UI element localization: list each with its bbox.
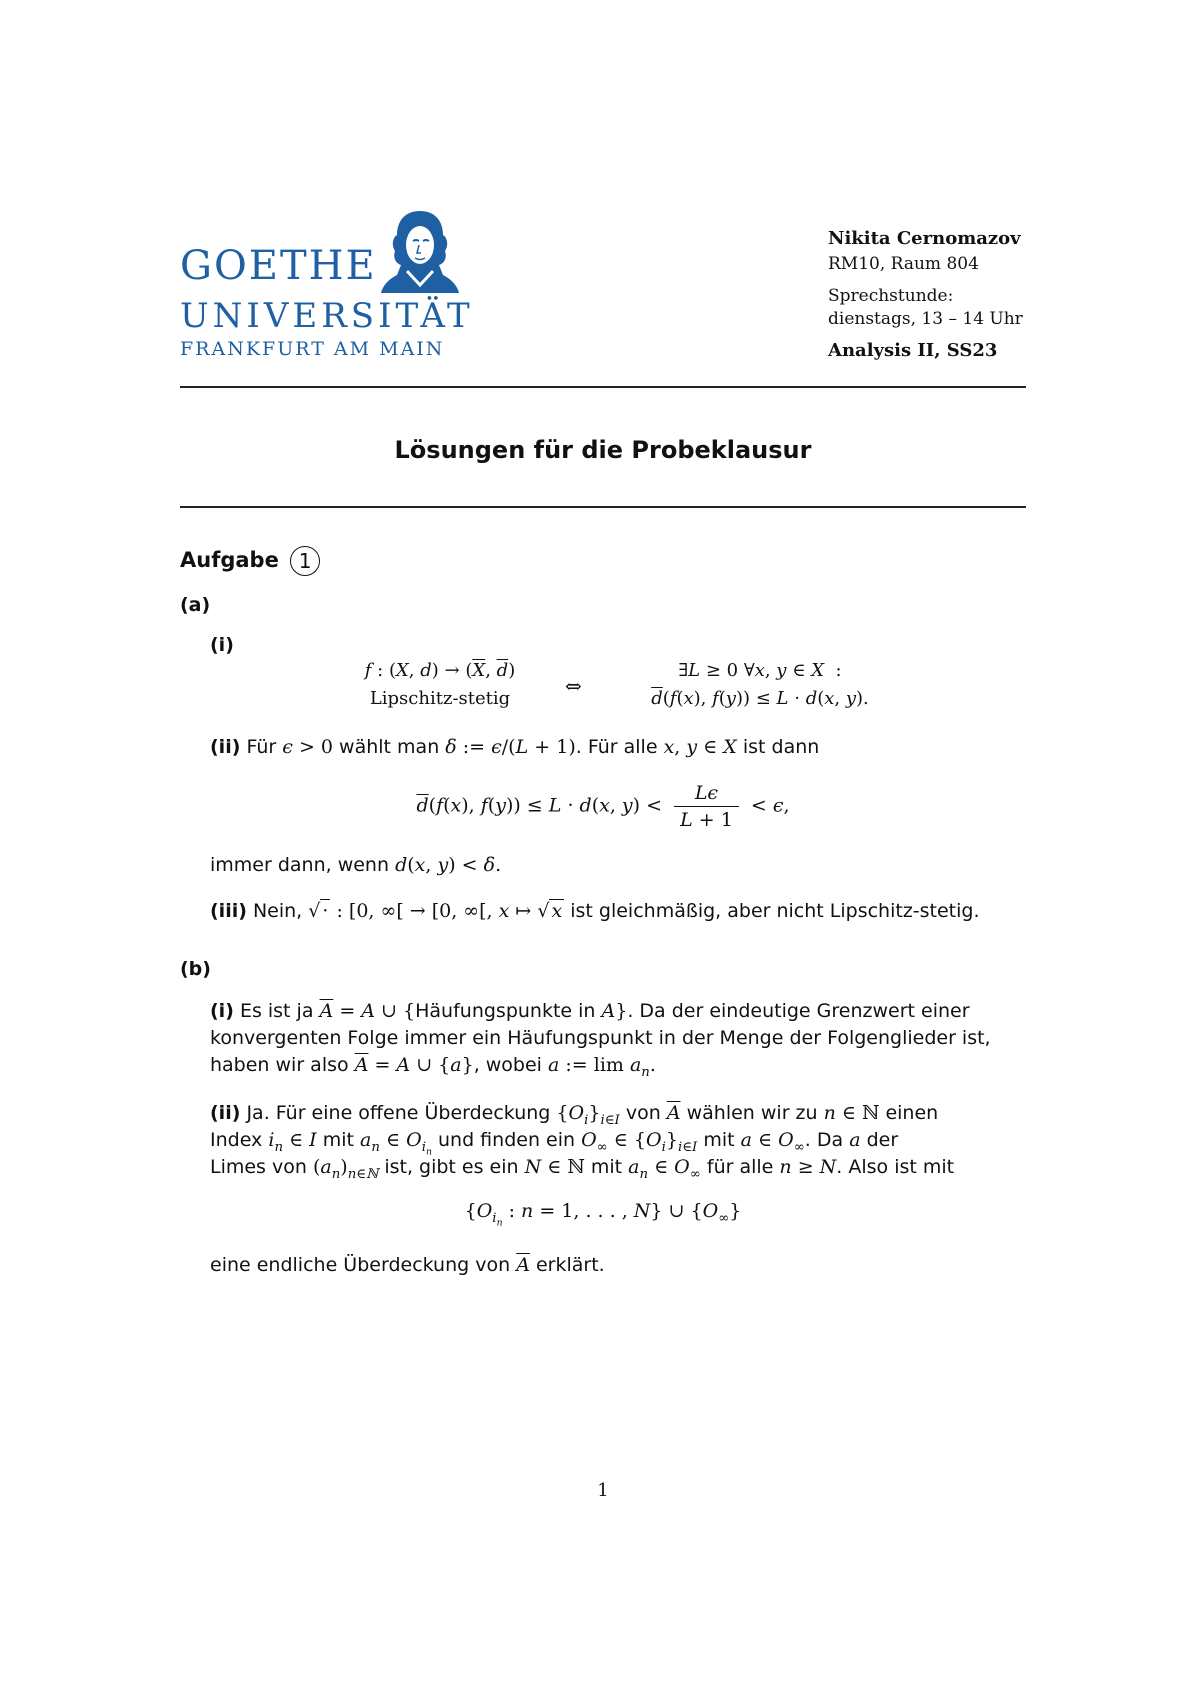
university-logo xyxy=(180,205,480,365)
part-b-i-line1: (i) Es ist ja $\overline{A} = A$ ∪ {Häufungspunkte in A}. Da der eindeutige Grenzwert einer xyxy=(210,1000,970,1022)
part-b-ii-line1: (ii) Ja. Für eine offene Überdeckung $\{O_i\}_{i\in I}$ von $\overline{A}$ wählen wir zu n ∈ ℕ einen xyxy=(210,1102,939,1128)
part-b-ii-l2c: und finden ein xyxy=(438,1129,576,1151)
part-b-ii-final: eine endliche Überdeckung von $\overline{A}$ erklärt. xyxy=(210,1254,605,1276)
part-a-ii-inequality: $\overline{d}(f(x)$, f(y)) ≤ L · d(x, y) < $\frac{L\epsilon}{L + 1}$ < ϵ, xyxy=(416,782,790,831)
part-b-i-line3: haben wir also $\overline{A} = A$ ∪ {a}, wobei a := $\lim a_n$. xyxy=(210,1054,656,1080)
part-b-ii-l3c: mit xyxy=(590,1156,623,1178)
part-b-ii-line2: Index $i_n$ ∈ I mit $a_n$ ∈ $O_{i_n}$ und finden ein $O_\infty$ ∈ $\{O_i\}_{i\in I}$ mit a ∈ $O_\infty$. Da a der xyxy=(210,1129,899,1158)
part-b-ii-label: (ii) xyxy=(210,1102,241,1124)
part-a-ii-label: (ii) xyxy=(210,736,241,758)
lipschitz-left-formula: f : (X, $d) \to (\overline{X}$, $\overline{d}$) xyxy=(364,660,516,681)
part-b-ii-l2b: mit xyxy=(322,1129,354,1151)
office-hours: dienstags, 13 – 14 Uhr xyxy=(828,309,1023,329)
lipschitz-right-formula-1: ∃L ≥ 0 ∀x, y ∈ X : xyxy=(678,660,842,681)
page-number: 1 xyxy=(597,1480,609,1501)
part-b-i-line3a: haben wir also xyxy=(210,1054,349,1076)
part-a-i-label: (i) xyxy=(210,634,234,656)
goethe-portrait-icon xyxy=(375,205,465,295)
office-hours-label: Sprechstunde: xyxy=(828,286,954,306)
part-b-ii-l3e: . Also ist mit xyxy=(836,1156,955,1178)
part-b-ii-l2d: mit xyxy=(703,1129,735,1151)
logo-line-universitaet: UNIVERSITÄT xyxy=(180,296,474,336)
part-a-ii-text4: ist dann xyxy=(742,736,820,758)
part-b-ii-t2: von xyxy=(625,1102,661,1124)
part-b-i-line3b: , wobei xyxy=(473,1054,542,1076)
lipschitz-right-formula-2: $\overline{d}(f(x)$, f(y)) ≤ L · d(x, y). xyxy=(651,688,869,709)
part-b-ii-cover-formula: {$O_{i_n}$ : n = 1, . . . , N} ∪ $\{O_\infty\}$ xyxy=(464,1200,742,1229)
part-b-ii-l3d: für alle xyxy=(706,1156,774,1178)
part-a-iii-line: (iii) Nein, √ · : [0, ∞[ → [0, ∞[, x ↦ √ x ist gleichmäßig, aber nicht Lipschitz-stetig. xyxy=(210,900,980,922)
part-b-ii-t3: wählen wir zu xyxy=(686,1102,818,1124)
part-a-ii-text3: . Für alle xyxy=(575,736,658,758)
header-divider-top xyxy=(180,386,1026,388)
problem-heading-label: Aufgabe xyxy=(180,548,279,572)
office-room: RM10, Raum 804 xyxy=(828,254,979,274)
part-a-ii-text1: Für xyxy=(246,736,277,758)
problem-heading xyxy=(180,546,320,576)
lipschitz-left-text: Lipschitz-stetig xyxy=(369,688,511,709)
logo-line-frankfurt: FRANKFURT AM MAIN xyxy=(180,338,445,360)
part-b-i-text1: Es ist ja xyxy=(239,1000,314,1022)
part-b-i-text2: Häufungspunkte in xyxy=(415,1000,596,1022)
part-a-ii-after: immer dann, wenn d(x, y) < δ. xyxy=(210,854,502,876)
author-name: Nikita Cernomazov xyxy=(828,228,1021,249)
part-b-ii-t1: Ja. Für eine offene Überdeckung xyxy=(246,1102,551,1124)
part-b-ii-t4: einen xyxy=(885,1102,939,1124)
part-b-label: (b) xyxy=(180,958,211,980)
part-b-ii-l3a: Limes von xyxy=(210,1156,307,1178)
header-divider-bottom xyxy=(180,506,1026,508)
part-b-ii-l2f: der xyxy=(866,1129,899,1151)
part-b-ii-l2a: Index xyxy=(210,1129,263,1151)
part-a-iii-text2: ist gleichmäßig, aber nicht Lipschitz-stetig. xyxy=(570,900,980,922)
part-a-ii-text2: wählt man xyxy=(339,736,440,758)
part-a-ii-line: (ii) Für ϵ > 0 wählt man δ := ϵ/(L + 1). Für alle x, y ∈ X ist dann xyxy=(210,736,820,758)
part-b-i-text3: . Da der eindeutige Grenzwert einer xyxy=(627,1000,970,1022)
part-b-i-line2: konvergenten Folge immer ein Häufungspunkt in der Menge der Folgenglieder ist, xyxy=(210,1027,991,1049)
page-title: Lösungen für die Probeklausur xyxy=(394,436,812,464)
part-a-label: (a) xyxy=(180,594,211,616)
part-b-i-label: (i) xyxy=(210,1000,234,1022)
logo-line-goethe: GOETHE xyxy=(180,243,377,289)
course-name: Analysis II, SS23 xyxy=(828,340,998,361)
part-b-ii-line3: Limes von $(a_n)_{n\in ℕ}$ ist, gibt es ein N ∈ ℕ mit $a_n$ ∈ $O_\infty$ für alle n ≥ N. Also ist mit xyxy=(210,1156,955,1182)
part-b-ii-final-text: eine endliche Überdeckung von xyxy=(210,1254,511,1276)
problem-number: 1 xyxy=(290,546,320,576)
part-b-ii-l2e: . Da xyxy=(804,1129,844,1151)
part-b-ii-l3b: ist, gibt es ein xyxy=(384,1156,519,1178)
part-b-ii-final-text2: erklärt. xyxy=(535,1254,605,1276)
part-a-iii-label: (iii) xyxy=(210,900,247,922)
part-a-iii-text1: Nein, xyxy=(252,900,303,922)
equivalence-symbol: ⇔ xyxy=(565,674,582,698)
part-a-ii-after-text: immer dann, wenn xyxy=(210,854,390,876)
